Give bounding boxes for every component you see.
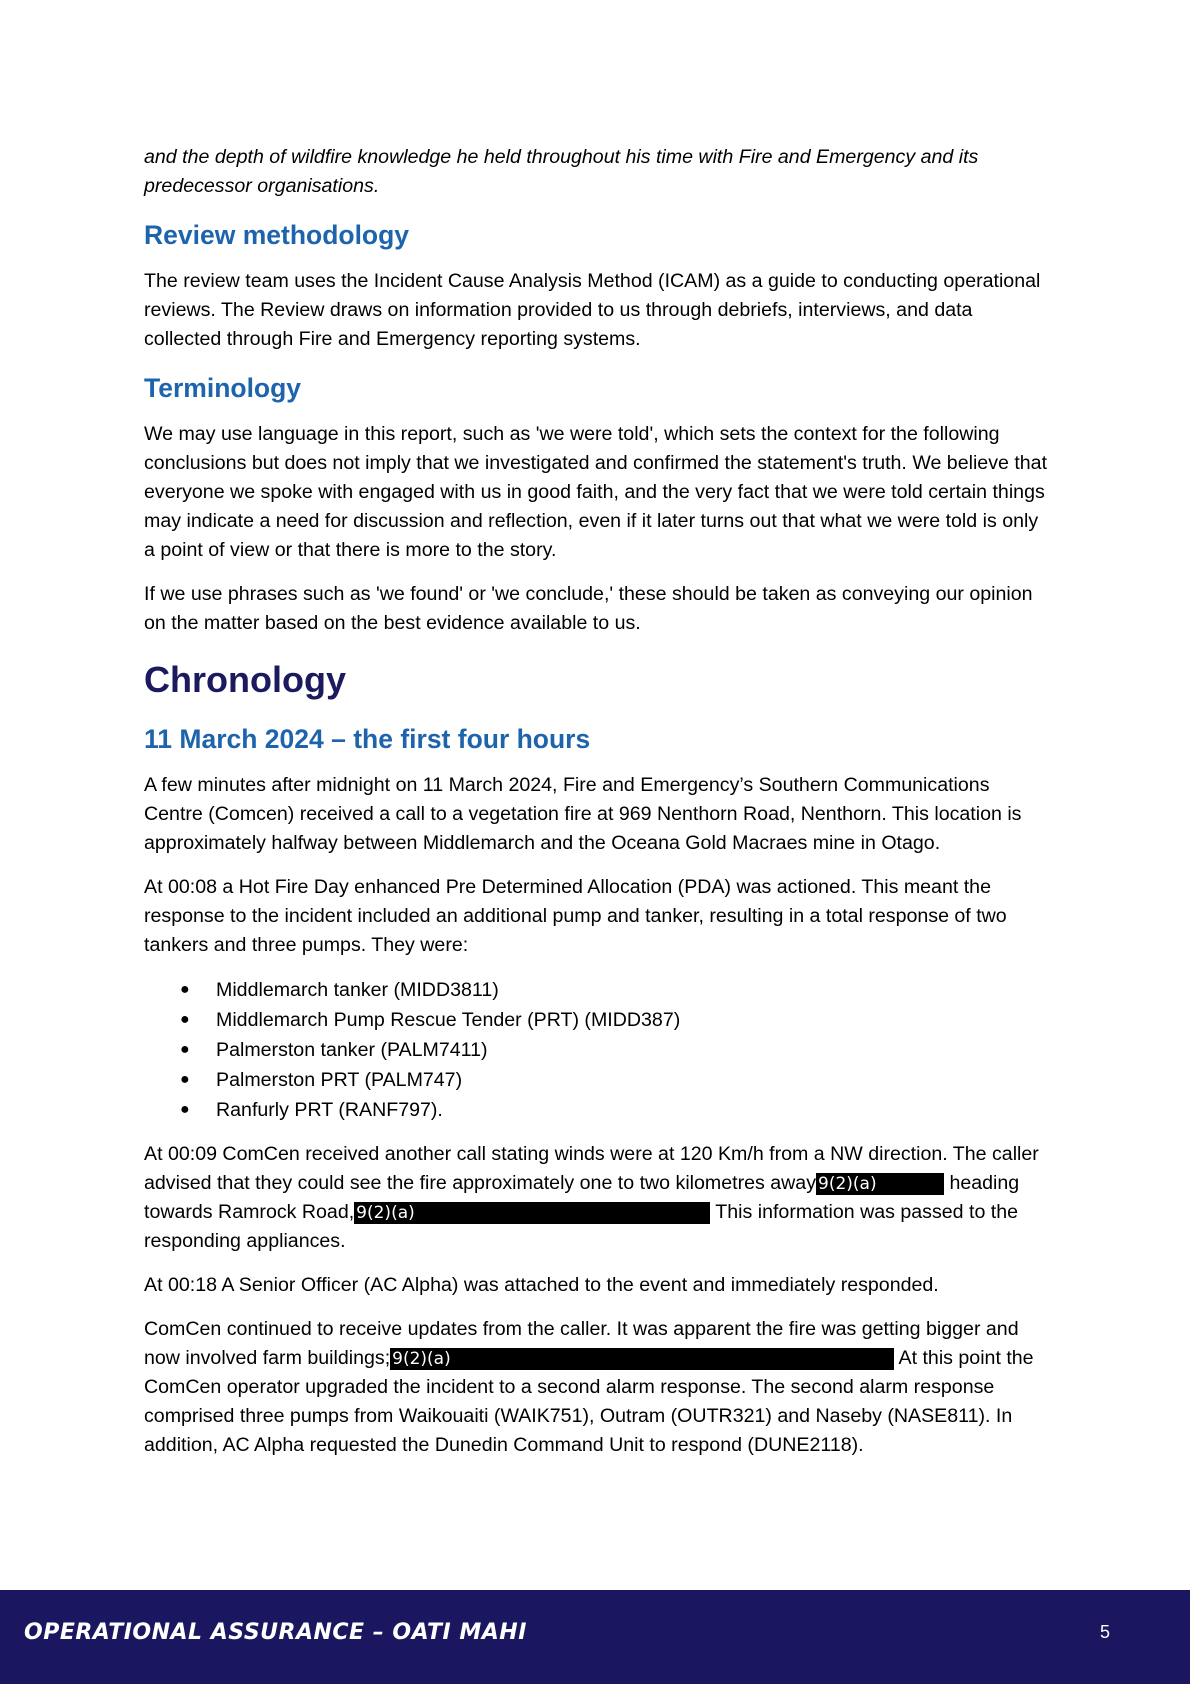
list-item: ● Middlemarch tanker (MIDD3811) <box>144 975 1049 1005</box>
redaction-box: 9(2)(a) <box>390 1348 894 1370</box>
bullet-icon: ● <box>180 1041 190 1058</box>
appliance-list <box>144 975 1049 1125</box>
bullet-icon: ● <box>180 981 190 998</box>
chronology-paragraph: At 00:18 A Senior Officer (AC Alpha) was attached to the event and immediately responded. <box>144 1274 939 1296</box>
heading-terminology: Terminology <box>144 373 302 403</box>
bullet-icon: ● <box>180 1071 190 1088</box>
footer-title: OPERATIONAL ASSURANCE – OATI MAHI <box>24 1620 527 1645</box>
redaction-box: 9(2)(a) <box>816 1173 944 1195</box>
heading-review-methodology: Review methodology <box>144 220 410 250</box>
page-footer <box>0 1590 1190 1684</box>
chronology-paragraph: A few minutes after midnight on 11 March 2024, Fire and Emergency’s Southern Communications Centre (Comcen) received a call to a vegetation fire at 969 Nenthorn Road, Nenthorn. This location is approximately halfway between Middlemarch and the Oceana Gold Macraes mine in Otago. <box>144 774 1022 854</box>
heading-chronology: Chronology <box>144 659 346 700</box>
page-content <box>144 143 1049 1460</box>
heading-first-four-hours: 11 March 2024 – the first four hours <box>144 724 591 754</box>
bullet-icon: ● <box>180 1101 190 1118</box>
chronology-paragraph: ComCen continued to receive updates from the caller. It was apparent the fire was getting bigger and now involved farm buildings; 9(2)(a) At this point the ComCen operator upgraded the incident to a second alarm response. The second alarm response comprised three pumps from Waikouaiti (WAIK751), Outram (OUTR321) and Naseby (NASE811). In addition, AC Alpha requested the Dunedin Command Unit to respond (DUNE2118). <box>144 1318 1034 1456</box>
review-methodology-paragraph: The review team uses the Incident Cause Analysis Method (ICAM) as a guide to conducting operational reviews. The Review draws on information provided to us through debriefs, interviews, and data collected through Fire and Emergency reporting systems. <box>144 270 1041 350</box>
list-item: ● Middlemarch Pump Rescue Tender (PRT) (MIDD387) <box>144 1005 1049 1035</box>
terminology-paragraph: If we use phrases such as 'we found' or 'we conclude,' these should be taken as conveying our opinion on the matter based on the best evidence available to us. <box>144 583 1033 634</box>
page-number: 5 <box>1099 1622 1110 1642</box>
bullet-icon: ● <box>180 1011 190 1028</box>
list-item: ● Palmerston PRT (PALM747) <box>144 1065 1049 1095</box>
chronology-paragraph: At 00:09 ComCen received another call stating winds were at 120 Km/h from a NW direction. The caller advised that they could see the fire approximately one to two kilometres away 9(2)(a) heading towards Ramrock Road, 9(2)(a) This information was passed to the responding appliances. <box>144 1143 1039 1252</box>
terminology-paragraph: We may use language in this report, such as 'we were told', which sets the context for the following conclusions but does not imply that we investigated and confirmed the statement's truth. We believe that everyone we spoke with engaged with us in good faith, and the very fact that we were told certain things may indicate a need for discussion and reflection, even if it later turns out that what we were told is only a point of view or that there is more to the story. <box>144 423 1048 561</box>
list-item: ● Ranfurly PRT (RANF797). <box>144 1095 1049 1125</box>
redaction-box: 9(2)(a) <box>354 1202 710 1224</box>
intro-italic-text: and the depth of wildfire knowledge he held throughout his time with Fire and Emergency and its predecessor organisations. <box>144 146 979 197</box>
chronology-paragraph: At 00:08 a Hot Fire Day enhanced Pre Determined Allocation (PDA) was actioned. This meant the response to the incident included an additional pump and tanker, resulting in a total response of two tankers and three pumps. They were: <box>144 876 1007 956</box>
list-item: ● Palmerston tanker (PALM7411) <box>144 1035 1049 1065</box>
